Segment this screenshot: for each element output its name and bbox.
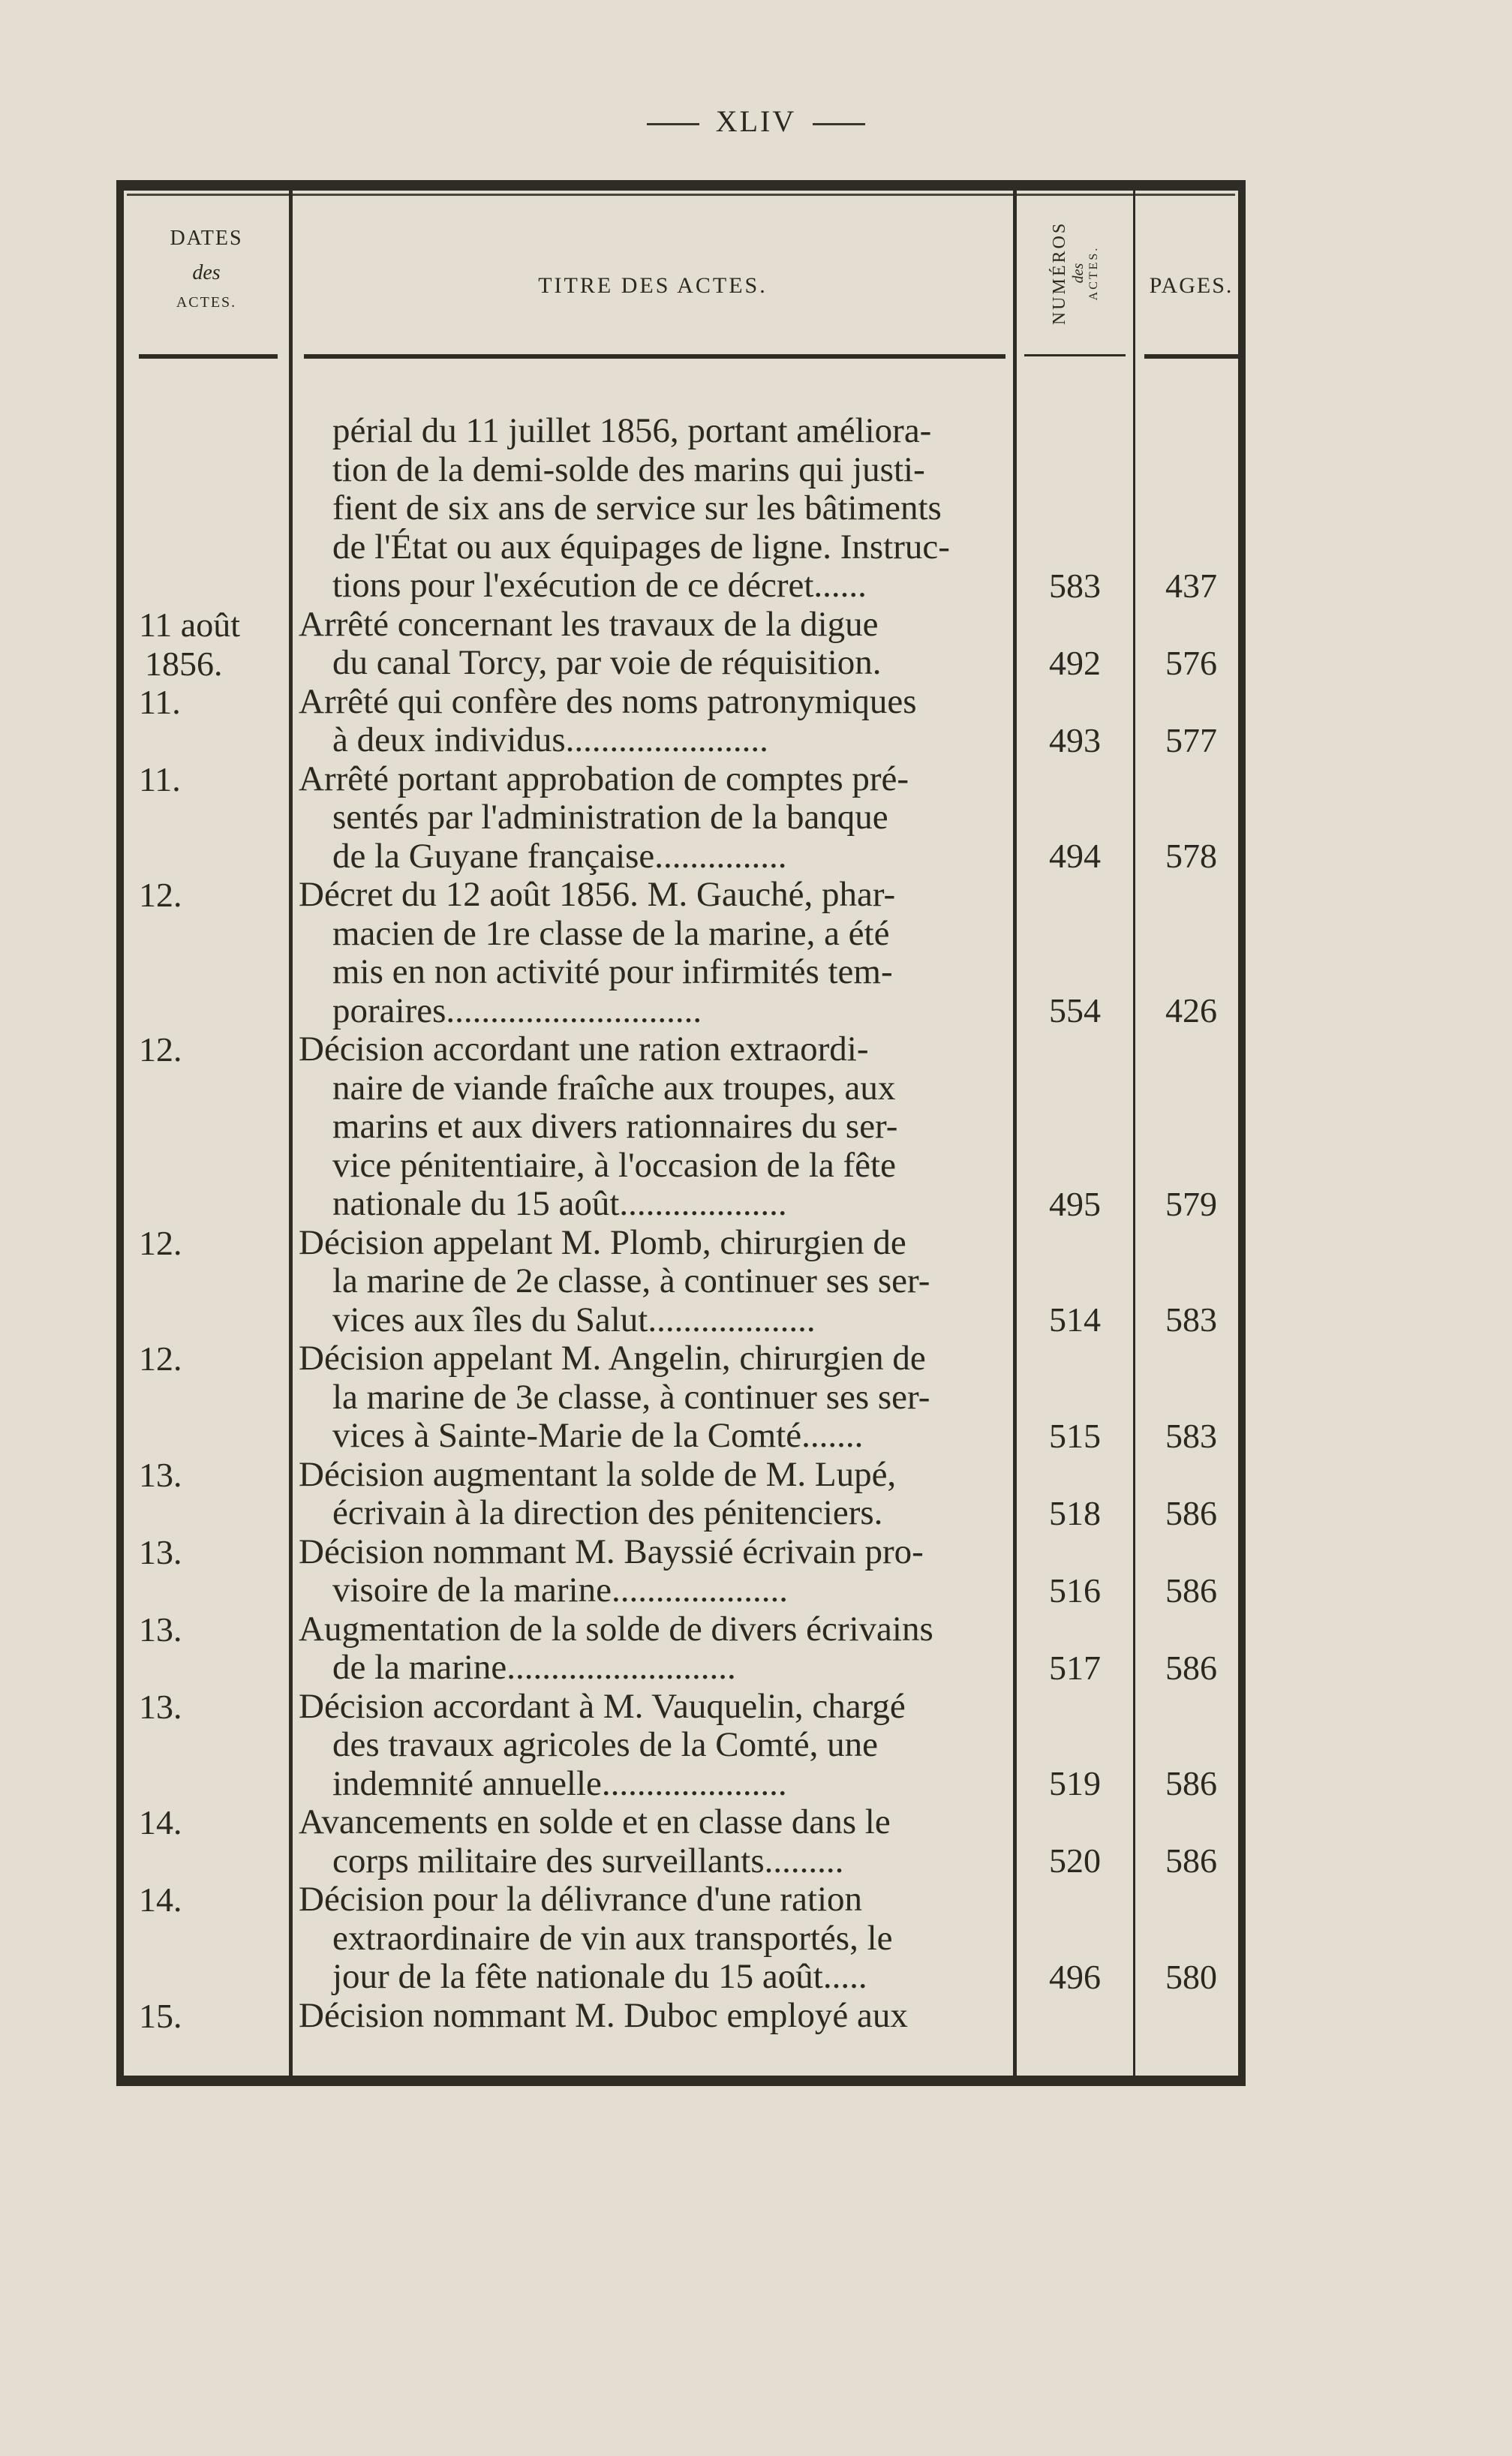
act-title-line: vices à Sainte-Marie de la Comté....... bbox=[332, 1416, 864, 1455]
act-date-text: 14. bbox=[139, 1803, 182, 1841]
act-title-line: visoire de la marine.................... bbox=[332, 1571, 788, 1610]
act-title-line: fient de six ans de service sur les bâtiments bbox=[332, 488, 942, 528]
act-title-line: la marine de 3e classe, à continuer ses ser- bbox=[332, 1377, 930, 1417]
act-title bbox=[299, 412, 1012, 606]
column-header-numeros bbox=[1017, 191, 1133, 356]
act-title bbox=[299, 606, 1012, 683]
table-row bbox=[124, 1030, 1238, 1224]
act-date bbox=[139, 1533, 285, 1572]
act-title-line: Arrêté portant approbation de comptes pré- bbox=[299, 759, 909, 798]
act-page: 579 bbox=[1165, 1184, 1217, 1223]
act-title bbox=[299, 876, 1012, 1030]
act-date bbox=[139, 1610, 285, 1649]
act-title-line: périal du 11 juillet 1856, portant améliora- bbox=[332, 411, 932, 450]
act-number: 519 bbox=[1049, 1764, 1101, 1802]
table-row bbox=[124, 876, 1238, 1030]
act-title-line: Augmentation de la solde de divers écrivains bbox=[299, 1609, 933, 1649]
act-title-line: Décision appelant M. Angelin, chirurgien de bbox=[299, 1339, 926, 1378]
table-row bbox=[124, 1880, 1238, 1997]
act-number: 515 bbox=[1049, 1416, 1101, 1455]
dates-header-line1: DATES bbox=[170, 227, 243, 250]
act-date bbox=[139, 1688, 285, 1727]
act-title-line: corps militaire des surveillants......... bbox=[332, 1841, 844, 1880]
act-page: 586 bbox=[1165, 1571, 1217, 1610]
act-title-line: indemnité annuelle..................... bbox=[332, 1763, 787, 1803]
page-number: XLIV bbox=[715, 104, 797, 138]
act-title-line: Décision augmentant la solde de M. Lupé, bbox=[299, 1454, 897, 1494]
act-title-line: la marine de 2e classe, à continuer ses ser- bbox=[332, 1261, 930, 1300]
act-date-text: 13. bbox=[139, 1532, 182, 1571]
table-row bbox=[124, 606, 1238, 683]
act-title bbox=[299, 760, 1012, 876]
act-title bbox=[299, 1688, 1012, 1804]
act-date bbox=[139, 876, 285, 915]
act-date bbox=[139, 1030, 285, 1069]
act-page: 576 bbox=[1165, 643, 1217, 682]
act-page: 583 bbox=[1165, 1300, 1217, 1339]
act-date-text: 11. bbox=[139, 682, 181, 721]
table-row bbox=[124, 683, 1238, 760]
act-date-text: 14. bbox=[139, 1880, 182, 1919]
dates-header-line3: ACTES. bbox=[176, 294, 237, 311]
act-date bbox=[139, 683, 285, 722]
act-title bbox=[299, 1456, 1012, 1533]
act-date bbox=[139, 760, 285, 799]
act-title bbox=[299, 683, 1012, 760]
act-title bbox=[299, 1803, 1012, 1880]
act-number: 494 bbox=[1049, 837, 1101, 875]
act-page: 586 bbox=[1165, 1493, 1217, 1532]
table-row bbox=[124, 1224, 1238, 1340]
act-title-line: mis en non activité pour infirmités tem- bbox=[332, 952, 893, 991]
act-title-line: poraires............................. bbox=[332, 991, 702, 1030]
act-date bbox=[139, 606, 285, 684]
act-number: 493 bbox=[1049, 720, 1101, 759]
table-row bbox=[124, 1339, 1238, 1456]
act-number: 496 bbox=[1049, 1957, 1101, 1996]
act-title-line: nationale du 15 août................... bbox=[332, 1184, 787, 1223]
table-row bbox=[124, 1688, 1238, 1804]
act-date bbox=[139, 1880, 285, 1919]
act-date-text: 13. bbox=[139, 1610, 182, 1649]
act-title-line: Décret du 12 août 1856. M. Gauché, phar- bbox=[299, 875, 896, 914]
act-number: 517 bbox=[1049, 1648, 1101, 1687]
act-title-line: de l'État ou aux équipages de ligne. Instruc- bbox=[332, 527, 950, 567]
table-row bbox=[124, 1533, 1238, 1610]
act-date bbox=[139, 1339, 285, 1378]
table-row bbox=[124, 1610, 1238, 1688]
act-title-line: macien de 1re classe de la marine, a été bbox=[332, 913, 890, 953]
act-title-line: Arrêté concernant les travaux de la digue bbox=[299, 604, 879, 644]
act-title-line: des travaux agricoles de la Comté, une bbox=[332, 1725, 878, 1764]
act-date-text: 11. bbox=[139, 759, 181, 798]
act-date-text: 11 août bbox=[139, 605, 240, 644]
act-title-line: sentés par l'administration de la banque bbox=[332, 798, 888, 837]
act-page: 586 bbox=[1165, 1648, 1217, 1687]
act-date-text: 13. bbox=[139, 1687, 182, 1726]
table-row bbox=[124, 1803, 1238, 1880]
act-page: 586 bbox=[1165, 1764, 1217, 1802]
act-date bbox=[139, 1456, 285, 1495]
act-page: 580 bbox=[1165, 1957, 1217, 1996]
act-date-year: 1856. bbox=[145, 644, 223, 683]
act-page: 578 bbox=[1165, 837, 1217, 875]
act-date-text: 12. bbox=[139, 1223, 182, 1262]
header-dash-left bbox=[647, 123, 699, 125]
act-title-line: tion de la demi-solde des marins qui justi- bbox=[332, 449, 925, 489]
act-date-text: 13. bbox=[139, 1455, 182, 1494]
act-title bbox=[299, 1224, 1012, 1340]
table-row bbox=[124, 1456, 1238, 1533]
act-title bbox=[299, 1533, 1012, 1610]
act-title-line: Décision appelant M. Plomb, chirurgien de bbox=[299, 1222, 906, 1262]
act-title-line: vice pénitentiaire, à l'occasion de la fête bbox=[332, 1145, 896, 1185]
act-title-line: extraordinaire de vin aux transportés, le bbox=[332, 1918, 893, 1958]
act-title-line: naire de viande fraîche aux troupes, aux bbox=[332, 1068, 896, 1108]
act-title-line: tions pour l'exécution de ce décret...... bbox=[332, 566, 867, 605]
column-header-pages: PAGES. bbox=[1149, 273, 1234, 298]
act-title-line: jour de la fête nationale du 15 août..... bbox=[332, 1957, 867, 1996]
act-title-line: à deux individus....................... bbox=[332, 720, 768, 759]
act-title-line: Décision accordant à M. Vauquelin, chargé bbox=[299, 1686, 906, 1726]
act-page: 437 bbox=[1165, 566, 1217, 605]
numeros-header-line2: des bbox=[1069, 263, 1087, 284]
act-title-line: écrivain à la direction des pénitenciers. bbox=[332, 1493, 883, 1532]
page-header bbox=[0, 104, 1512, 139]
act-number: 492 bbox=[1049, 643, 1101, 682]
act-title-line: Arrêté qui confère des noms patronymiques bbox=[299, 681, 917, 721]
act-number: 514 bbox=[1049, 1300, 1101, 1339]
act-date bbox=[139, 1224, 285, 1263]
act-title-line: du canal Torcy, par voie de réquisition. bbox=[332, 643, 882, 682]
act-title-line: Décision accordant une ration extraordi- bbox=[299, 1030, 869, 1069]
table-row bbox=[124, 760, 1238, 876]
header-dash-right bbox=[813, 123, 865, 125]
act-title bbox=[299, 1339, 1012, 1456]
act-title-line: de la Guyane française............... bbox=[332, 836, 787, 876]
act-date bbox=[139, 1803, 285, 1842]
numeros-header-line1: NUMÉROS bbox=[1049, 221, 1069, 326]
act-title-line: vices aux îles du Salut................... bbox=[332, 1300, 816, 1339]
column-header-dates bbox=[124, 191, 289, 356]
act-number: 520 bbox=[1049, 1841, 1101, 1880]
act-title-line: Décision pour la délivrance d'une ration bbox=[299, 1880, 863, 1919]
act-page: 577 bbox=[1165, 720, 1217, 759]
dates-header-line2: des bbox=[192, 261, 221, 284]
act-page: 426 bbox=[1165, 991, 1217, 1030]
act-number: 495 bbox=[1049, 1184, 1101, 1223]
act-title-line: de la marine.......................... bbox=[332, 1648, 736, 1687]
act-title-line: Décision nommant M. Bayssié écrivain pro- bbox=[299, 1532, 924, 1571]
act-number: 516 bbox=[1049, 1571, 1101, 1610]
act-number: 554 bbox=[1049, 991, 1101, 1030]
act-title bbox=[299, 1997, 1012, 2036]
act-title bbox=[299, 1610, 1012, 1688]
act-title-line: marins et aux divers rationnaires du ser- bbox=[332, 1107, 898, 1146]
table-row bbox=[124, 1997, 1238, 2036]
numeros-header-line3: ACTES. bbox=[1087, 245, 1100, 301]
act-title-line: Avancements en solde et en classe dans le bbox=[299, 1802, 891, 1841]
acts-table bbox=[116, 180, 1246, 2086]
act-date-text: 12. bbox=[139, 1339, 182, 1378]
act-title bbox=[299, 1030, 1012, 1224]
act-title-line: Décision nommant M. Duboc employé aux bbox=[299, 1995, 908, 2035]
act-number: 583 bbox=[1049, 566, 1101, 605]
table-row bbox=[124, 412, 1238, 606]
act-number: 518 bbox=[1049, 1493, 1101, 1532]
act-date-text: 15. bbox=[139, 1996, 182, 2035]
act-date bbox=[139, 1997, 285, 2036]
act-date-text: 12. bbox=[139, 876, 182, 914]
act-page: 586 bbox=[1165, 1841, 1217, 1880]
act-page: 583 bbox=[1165, 1416, 1217, 1455]
table-body bbox=[124, 412, 1238, 2035]
act-date-text: 12. bbox=[139, 1030, 182, 1069]
act-title bbox=[299, 1880, 1012, 1997]
column-header-title: TITRE DES ACTES. bbox=[538, 273, 768, 298]
